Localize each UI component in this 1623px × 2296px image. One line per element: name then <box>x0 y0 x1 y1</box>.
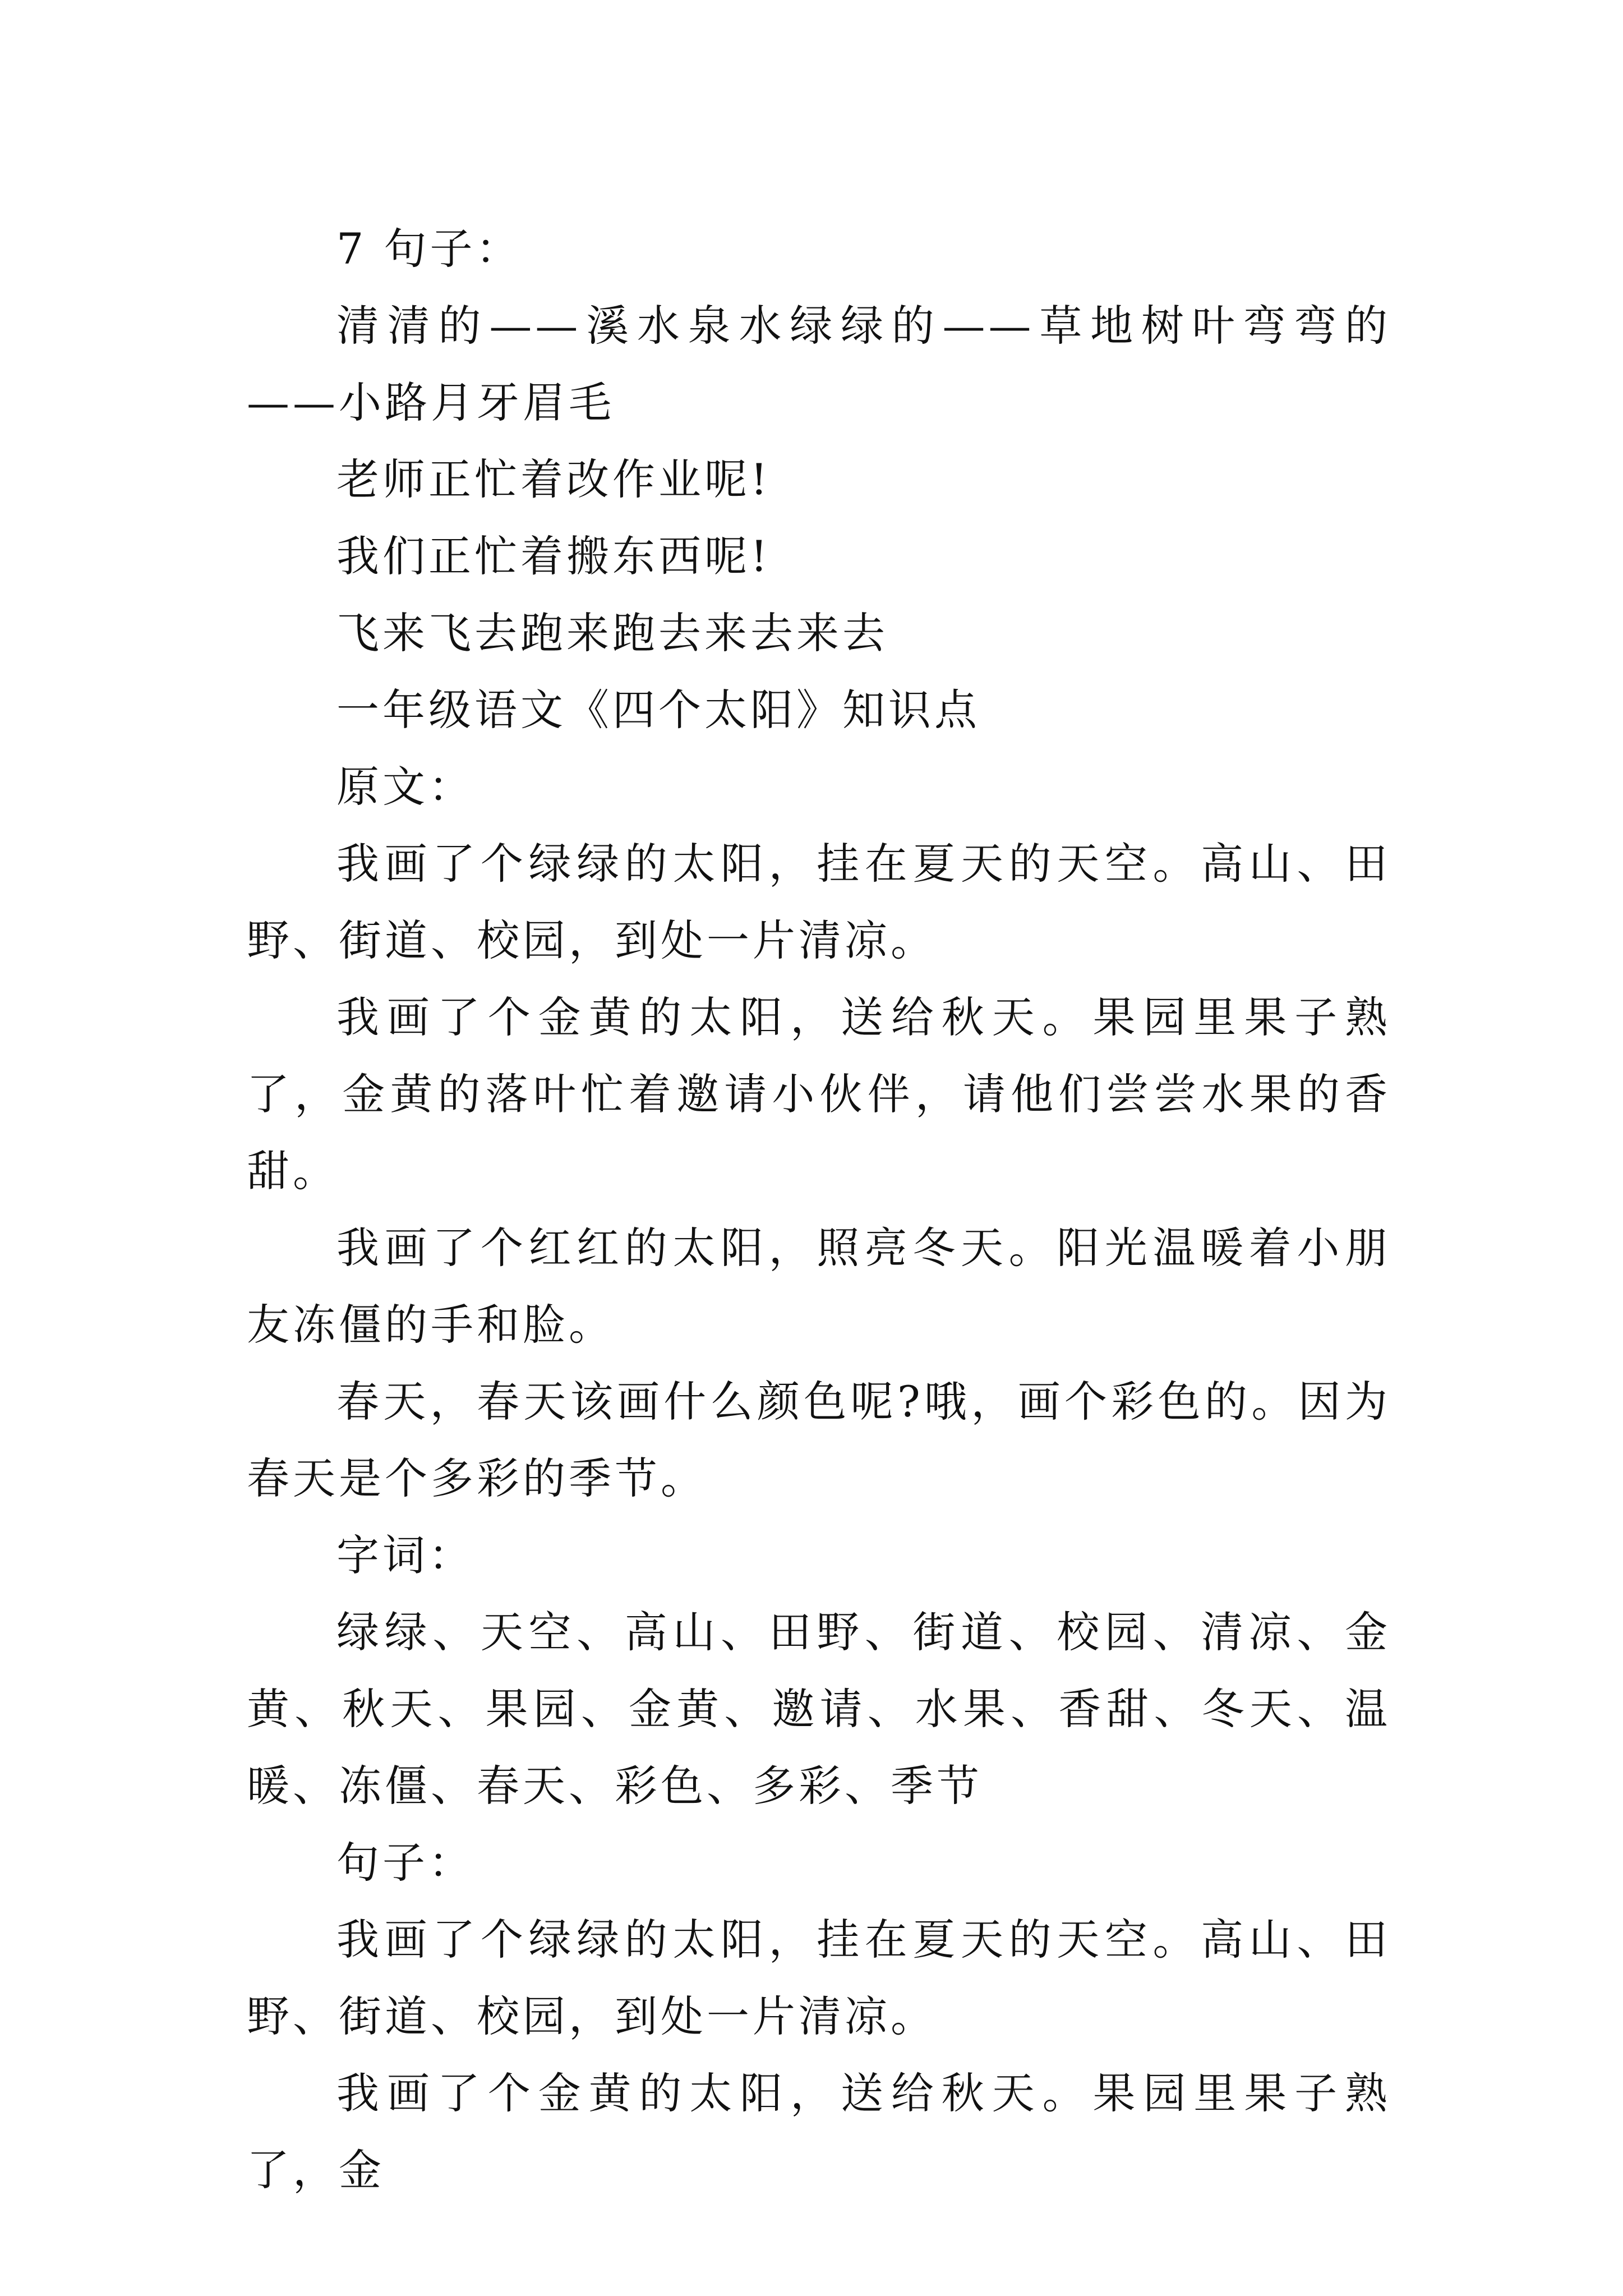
paragraph-green-sun: 我画了个绿绿的太阳，挂在夏天的天空。高山、田野、街道、校园，到处一片清凉。 <box>247 839 1391 965</box>
paragraph-vocabulary-list: 绿绿、天空、高山、田野、街道、校园、清凉、金黄、秋天、果园、金黄、邀请、水果、香甜、冬天、温暖、冻僵、春天、彩色、多彩、季节 <box>247 1607 1391 1811</box>
paragraph-spring-colors: 春天，春天该画什么颜色呢?哦，画个彩色的。因为春天是个多彩的季节。 <box>247 1377 1391 1503</box>
paragraph-vocabulary-heading: 字词： <box>336 1530 474 1580</box>
paragraph-green-sun-repeat: 我画了个绿绿的太阳，挂在夏天的天空。高山、田野、街道、校园，到处一片清凉。 <box>247 1915 1391 2041</box>
paragraph-lesson-title: 一年级语文《四个太阳》知识点 <box>336 685 980 735</box>
paragraph-red-sun: 我画了个红红的太阳，照亮冬天。阳光温暖着小朋友冻僵的手和脸。 <box>247 1223 1391 1350</box>
paragraph-sentences-heading-2: 句子： <box>336 1838 474 1888</box>
paragraph-original-text-heading: 原文： <box>336 762 474 812</box>
paragraph-word-pairs: 清清的——溪水泉水绿绿的——草地树叶弯弯的——小路月牙眉毛 <box>247 301 1391 427</box>
paragraph-golden-sun: 我画了个金黄的太阳，送给秋天。果园里果子熟了，金黄的落叶忙着邀请小伙伴，请他们尝尝水果的香甜。 <box>247 992 1391 1196</box>
paragraph-sentences-heading: 7 句子： <box>336 224 522 274</box>
paragraph-teacher-busy: 老师正忙着改作业呢! <box>336 454 771 504</box>
paragraph-we-busy: 我们正忙着搬东西呢! <box>336 531 771 581</box>
paragraph-golden-sun-partial: 我画了个金黄的太阳，送给秋天。果园里果子熟了，金 <box>247 2068 1391 2195</box>
document-body <box>247 210 1391 2208</box>
paragraph-come-and-go: 飞来飞去跑来跑去来去来去 <box>336 608 888 658</box>
